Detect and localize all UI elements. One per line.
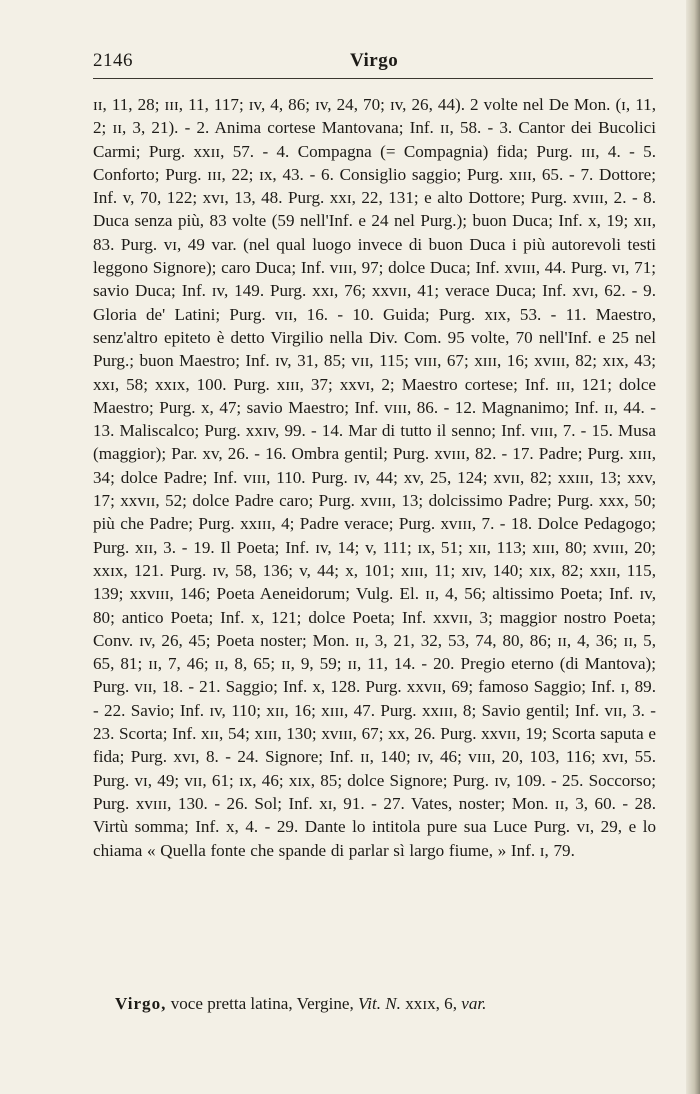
entry-citation-ref: xxɪx, 6, [405, 994, 457, 1013]
entry-headword: Virgo, [115, 994, 167, 1013]
entry-citation-work: Vit. N. [358, 994, 401, 1013]
page-header [93, 50, 653, 76]
dictionary-entry [115, 992, 655, 1015]
header-rule [93, 78, 653, 79]
entry-text: voce pretta latina, Vergine, [170, 994, 354, 1013]
running-head: Virgo [350, 50, 399, 71]
page-edge [686, 0, 700, 1094]
entry-note: var. [461, 994, 487, 1013]
page-number: 2146 [93, 50, 133, 71]
main-paragraph: ɪɪ, 11, 28; ɪɪɪ, 11, 117; ɪv, 4, 86; ɪv, 24, 70; ɪv, 26, 44). 2 volte nel De Mon. (ɪ, 11, 2; ɪɪ, 3, 21). - 2. Anima cortese Mantovana; Inf. ɪɪ, 58. - 3. Cantor dei Bucolici Carmi; Purg. xxɪɪ, 57. - 4. Compagna (= Compagnia) fida; Purg. ɪɪɪ, 4. - 5. Conforto; Purg. ɪɪɪ, 22; ɪx, 43. - 6. Consiglio saggio; Purg. xɪɪɪ, 65. - 7. Dottore; Inf. v, 70, 122; xvɪ, 13, 48. Purg. xxɪ, 22, 131; e alto Dottore; Purg. xvɪɪɪ, 2. - 8. Duca senza più, 83 volte (59 nell'Inf. e 24 nel Purg.); buon Duca; Inf. x, 19; xɪɪ, 83. Purg. vɪ, 49 var. (nel qual luogo invece di buon Duca i più autorevoli testi leggono Signore); caro Duca; Inf. vɪɪɪ, 97; dolce Duca; Inf. xvɪɪɪ, 44. Purg. vɪ, 71; savio Duca; Inf. ɪv, 149. Purg. xxɪ, 76; xxvɪɪ, 41; verace Duca; Inf. xvɪ, 62. - 9. Gloria de' Latini; Purg. vɪɪ, 16. - 10. Guida; Purg. xɪx, 53. - 11. Maestro, senz'altro epiteto è detto Virgilio nella Div. Com. 95 volte, 70 nell'Inf. e 25 nel Purg.; buon Maestro; Inf. ɪv, 31, 85; vɪɪ, 115; vɪɪɪ, 67; xɪɪɪ, 16; xvɪɪɪ, 82; xɪx, 43; xxɪ, 58; xxɪx, 100. Purg. xɪɪɪ, 37; xxvɪ, 2; Maestro cortese; Inf. ɪɪɪ, 121; dolce Maestro; Purg. x, 47; savio Maestro; Inf. vɪɪɪ, 86. - 12. Magnanimo; Inf. ɪɪ, 44. - 13. Maliscalco; Purg. xxɪv, 99. - 14. Mar di tutto il senno; Inf. vɪɪɪ, 7. - 15. Musa (maggior); Par. xv, 26. - 16. Ombra gentil; Purg. xvɪɪɪ, 82. - 17. Padre; Purg. xɪɪɪ, 34; dolce Padre; Inf. vɪɪɪ, 110. Purg. ɪv, 44; xv, 25, 124; xvɪɪ, 82; xxɪɪɪ, 13; xxv, 17; xxvɪɪ, 52; dolce Padre caro; Purg. xvɪɪɪ, 13; dolcissimo Padre; Purg. xxx, 50; più che Padre; Purg. xxɪɪɪ, 4; Padre verace; Purg. xvɪɪɪ, 7. - 18. Dolce Pedagogo; Purg. xɪɪ, 3. - 19. Il Poeta; Inf. ɪv, 14; v, 111; ɪx, 51; xɪɪ, 113; xɪɪɪ, 80; xvɪɪɪ, 20; xxɪx, 121. Purg. ɪv, 58, 136; v, 44; x, 101; xɪɪɪ, 11; xɪv, 140; xɪx, 82; xxɪɪ, 115, 139; xxvɪɪɪ, 146; Poeta Aeneidorum; Vulg. El. ɪɪ, 4, 56; altissimo Poeta; Inf. ɪv, 80; antico Poeta; Inf. x, 121; dolce Poeta; Inf. xxvɪɪ, 3; maggior nostro Poeta; Conv. ɪv, 26, 45; Poeta noster; Mon. ɪɪ, 3, 21, 32, 53, 74, 80, 86; ɪɪ, 4, 36; ɪɪ, 5, 65, 81; ɪɪ, 7, 46; ɪɪ, 8, 65; ɪɪ, 9, 59; ɪɪ, 11, 14. - 20. Pregio eterno (di Mantova); Purg. vɪɪ, 18. - 21. Saggio; Inf. x, 128. Purg. xxvɪɪ, 69; famoso Saggio; Inf. ɪ, 89. - 22. Savio; Inf. ɪv, 110; xɪɪ, 16; xɪɪɪ, 47. Purg. xxɪɪɪ, 8; Savio gentil; Inf. vɪɪ, 3. - 23. Scorta; Inf. xɪɪ, 54; xɪɪɪ, 130; xvɪɪɪ, 67; xx, 26. Purg. xxvɪɪ, 19; Scorta saputa e fida; Purg. xvɪ, 8. - 24. Signore; Inf. ɪɪ, 140; ɪv, 46; vɪɪɪ, 20, 103, 116; xvɪ, 55. Purg. vɪ, 49; vɪɪ, 61; ɪx, 46; xɪx, 85; dolce Signore; Purg. ɪv, 109. - 25. Soccorso; Purg. xvɪɪɪ, 130. - 26. Sol; Inf. xɪ, 91. - 27. Vates, noster; Mon. ɪɪ, 3, 60. - 28. Virtù somma; Inf. x, 4. - 29. Dante lo intitola pure sua Luce Purg. vɪ, 29, e lo chiama « Quella fonte che spande di parlar sì largo fiume, » Inf. ɪ, 79. [93, 95, 657, 860]
body-text [93, 93, 656, 862]
